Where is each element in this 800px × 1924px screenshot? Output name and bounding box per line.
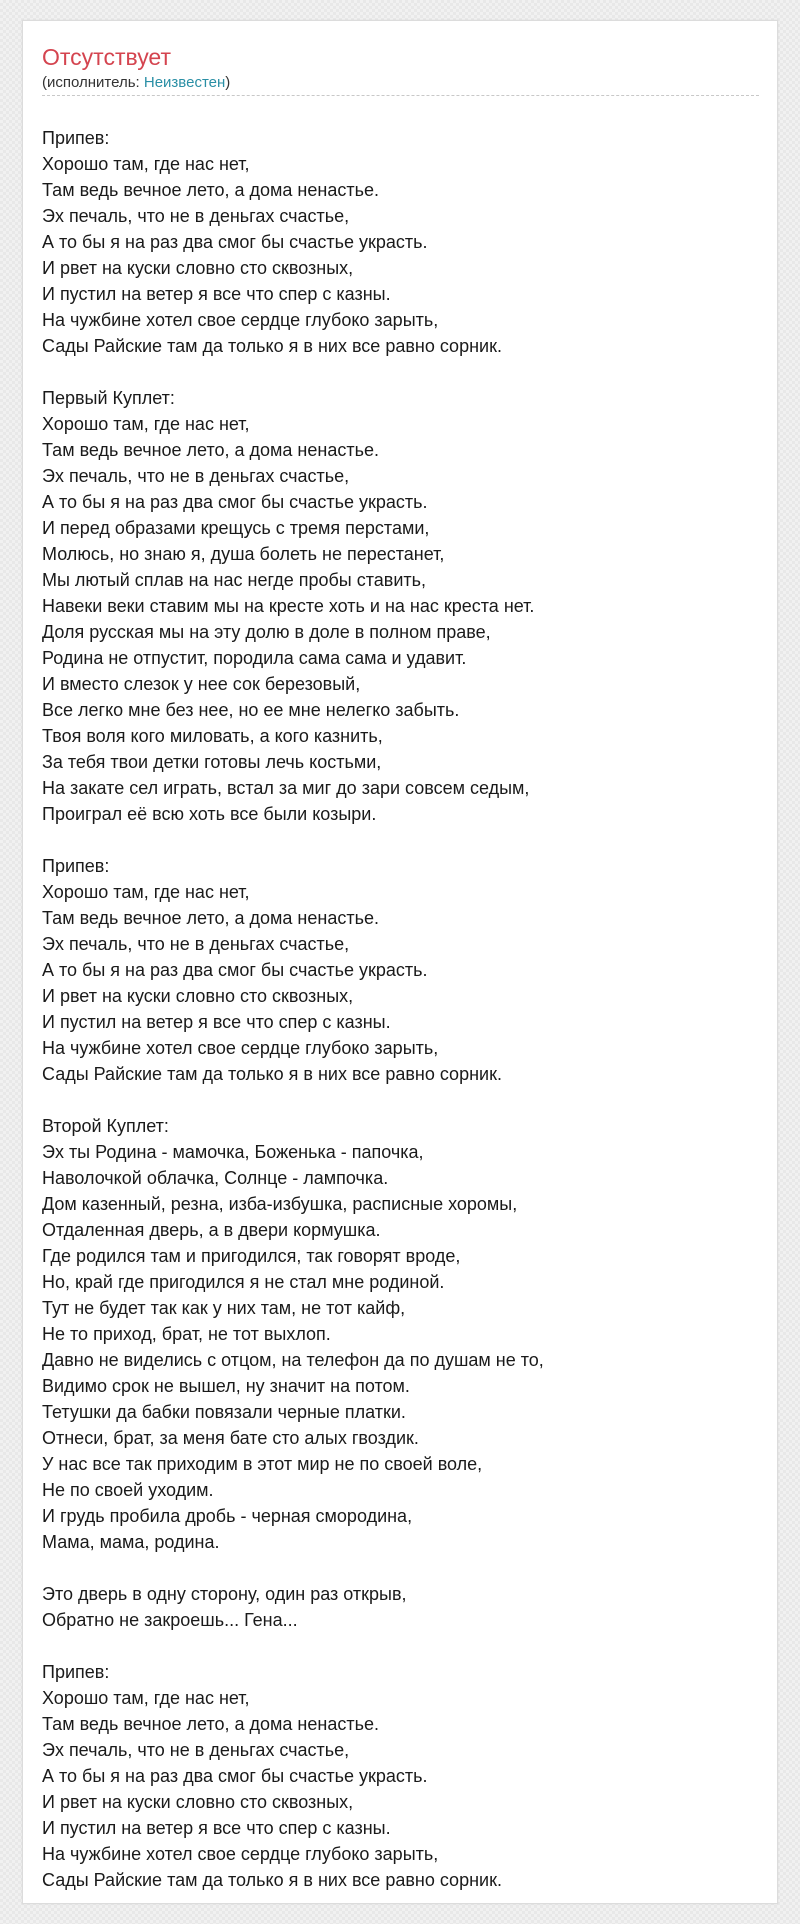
- artist-link[interactable]: Неизвестен: [143, 74, 226, 91]
- lyric-line: И рвет на куски словно сто сквозных,: [42, 258, 354, 278]
- lyric-line: Дом казенный, резна, изба-избушка, расписные хоромы,: [42, 1194, 518, 1214]
- lyric-line: Хорошо там, где нас нет,: [42, 882, 250, 902]
- lyric-line: Эх печаль, что не в деньгах счастье,: [42, 934, 350, 954]
- lyric-line: И вместо слезок у нее сок березовый,: [42, 674, 361, 694]
- lyric-line: За тебя твои детки готовы лечь костьми,: [42, 752, 382, 772]
- lyric-line: А то бы я на раз два смог бы счастье украсть.: [42, 232, 428, 252]
- lyric-line: Отдаленная дверь, а в двери кормушка.: [42, 1220, 381, 1240]
- lyric-line: И пустил на ветер я все что спер с казны.: [42, 1818, 391, 1838]
- lyric-line: Сады Райские там да только я в них все равно сорник.: [42, 336, 502, 356]
- lyric-line: Где родился там и пригодился, так говорят вроде,: [42, 1246, 461, 1266]
- lyric-line: И пустил на ветер я все что спер с казны.: [42, 284, 391, 304]
- song-header: [42, 43, 759, 96]
- lyrics-stanza: [42, 125, 762, 359]
- lyric-line: Хорошо там, где нас нет,: [42, 154, 250, 174]
- lyrics-stanza: [42, 1581, 762, 1633]
- song-card: [22, 20, 778, 1904]
- lyric-line: Эх печаль, что не в деньгах счастье,: [42, 206, 350, 226]
- stanza-heading: Припев:: [42, 856, 110, 876]
- lyric-line: Давно не виделись с отцом, на телефон да по душам не то,: [42, 1350, 544, 1370]
- lyric-line: Родина не отпустит, породила сама сама и удавит.: [42, 648, 467, 668]
- lyric-line: И грудь пробила дробь - черная смородина,: [42, 1506, 413, 1526]
- lyrics-stanza: [42, 385, 762, 827]
- stanza-heading: Припев:: [42, 128, 110, 148]
- lyric-line: Но, край где пригодился я не стал мне родиной.: [42, 1272, 445, 1292]
- stanza-heading: Второй Куплет:: [42, 1116, 169, 1136]
- lyric-line: Эх ты Родина - мамочка, Боженька - папочка,: [42, 1142, 424, 1162]
- stanza-heading: Припев:: [42, 1662, 110, 1682]
- lyric-line: Там ведь вечное лето, а дома ненастье.: [42, 1714, 379, 1734]
- lyric-line: А то бы я на раз два смог бы счастье украсть.: [42, 960, 428, 980]
- lyric-line: Обратно не закроешь... Гена...: [42, 1610, 298, 1630]
- artist-suffix: ): [225, 74, 231, 91]
- lyric-line: Хорошо там, где нас нет,: [42, 414, 250, 434]
- lyrics-stanza: [42, 1659, 762, 1893]
- lyric-line: Не по своей уходим.: [42, 1480, 214, 1500]
- lyric-line: На чужбине хотел свое сердце глубоко зарыть,: [42, 310, 439, 330]
- lyric-line: Доля русская мы на эту долю в доле в полном праве,: [42, 622, 491, 642]
- lyrics-stanza: [42, 1113, 762, 1555]
- lyric-line: На чужбине хотел свое сердце глубоко зарыть,: [42, 1844, 439, 1864]
- lyric-line: У нас все так приходим в этот мир не по своей воле,: [42, 1454, 483, 1474]
- lyric-line: Видимо срок не вышел, ну значит на потом.: [42, 1376, 410, 1396]
- artist-prefix: (исполнитель:: [42, 74, 144, 91]
- lyric-line: Отнеси, брат, за меня бате сто алых гвоздик.: [42, 1428, 419, 1448]
- artist-line: [42, 74, 759, 92]
- lyric-line: Хорошо там, где нас нет,: [42, 1688, 250, 1708]
- lyric-line: Там ведь вечное лето, а дома ненастье.: [42, 180, 379, 200]
- header-divider: [42, 95, 759, 96]
- song-title: Отсутствует: [42, 44, 171, 70]
- lyric-line: И пустил на ветер я все что спер с казны.: [42, 1012, 391, 1032]
- lyric-line: Тут не будет так как у них там, не тот кайф,: [42, 1298, 406, 1318]
- lyric-line: Наволочкой облачка, Солнце - лампочка.: [42, 1168, 389, 1188]
- lyrics-stanza: [42, 853, 762, 1087]
- lyric-line: На чужбине хотел свое сердце глубоко зарыть,: [42, 1038, 439, 1058]
- lyric-line: Проиграл её всю хоть все были козыри.: [42, 804, 377, 824]
- lyric-line: Навеки веки ставим мы на кресте хоть и на нас креста нет.: [42, 596, 535, 616]
- lyric-line: А то бы я на раз два смог бы счастье украсть.: [42, 492, 428, 512]
- lyric-line: На закате сел играть, встал за миг до зари совсем седым,: [42, 778, 530, 798]
- lyric-line: И рвет на куски словно сто сквозных,: [42, 1792, 354, 1812]
- lyric-line: Там ведь вечное лето, а дома ненастье.: [42, 908, 379, 928]
- lyric-line: Не то приход, брат, не тот выхлоп.: [42, 1324, 331, 1344]
- lyric-line: Тетушки да бабки повязали черные платки.: [42, 1402, 406, 1422]
- lyric-line: А то бы я на раз два смог бы счастье украсть.: [42, 1766, 428, 1786]
- lyric-line: Молюсь, но знаю я, душа болеть не перестанет,: [42, 544, 445, 564]
- lyric-line: Твоя воля кого миловать, а кого казнить,: [42, 726, 383, 746]
- lyric-line: Эх печаль, что не в деньгах счастье,: [42, 466, 350, 486]
- lyric-line: Это дверь в одну сторону, один раз открыв,: [42, 1584, 407, 1604]
- lyrics-body: [42, 125, 762, 1919]
- lyric-line: Эх печаль, что не в деньгах счастье,: [42, 1740, 350, 1760]
- lyric-line: Все легко мне без нее, но ее мне нелегко забыть.: [42, 700, 460, 720]
- lyric-line: И рвет на куски словно сто сквозных,: [42, 986, 354, 1006]
- lyric-line: Сады Райские там да только я в них все равно сорник.: [42, 1870, 502, 1890]
- lyric-line: И перед образами крещусь с тремя перстами,: [42, 518, 430, 538]
- lyric-line: Мы лютый сплав на нас негде пробы ставить,: [42, 570, 427, 590]
- stanza-heading: Первый Куплет:: [42, 388, 175, 408]
- lyric-line: Там ведь вечное лето, а дома ненастье.: [42, 440, 379, 460]
- lyric-line: Сады Райские там да только я в них все равно сорник.: [42, 1064, 502, 1084]
- lyric-line: Мама, мама, родина.: [42, 1532, 220, 1552]
